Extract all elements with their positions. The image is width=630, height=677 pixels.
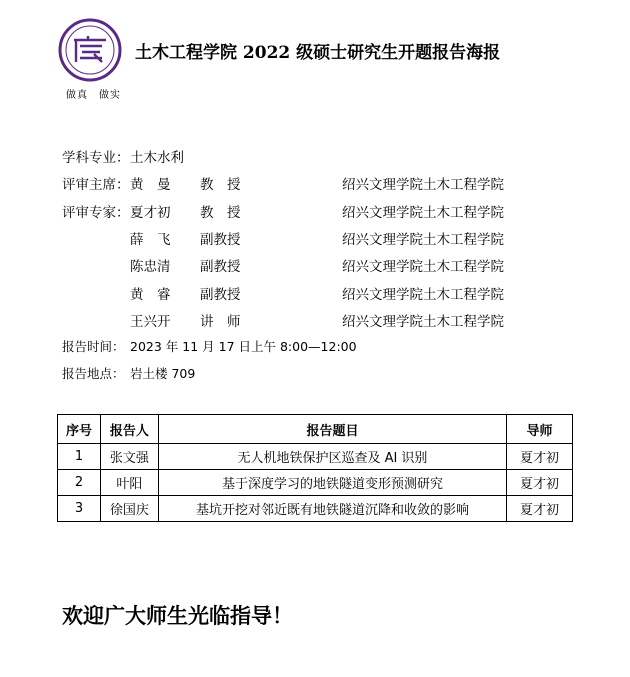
chair-name: 黄 曼 <box>130 177 171 193</box>
expert-rank: 讲 师 <box>200 314 241 330</box>
expert-org: 绍兴文理学院土木工程学院 <box>342 287 504 303</box>
cell-advisor: 夏才初 <box>507 496 573 522</box>
experts-label: 评审专家： <box>62 205 130 221</box>
chair-rank: 教 授 <box>200 177 241 193</box>
time-value: 2023 年 11 月 17 日上午 8:00—12:00 <box>130 339 357 354</box>
cell-topic: 无人机地铁保护区巡查及 AI 识别 <box>158 444 506 470</box>
header-cell: 报告人 <box>100 415 158 444</box>
place-label: 报告地点： <box>62 366 125 381</box>
header-cell: 报告题目 <box>158 415 506 444</box>
chair-label: 评审主席： <box>62 177 130 193</box>
table-header-row <box>58 415 573 444</box>
cell-topic: 基坑开挖对邻近既有地铁隧道沉降和收敛的影响 <box>158 496 506 522</box>
cell-advisor: 夏才初 <box>507 470 573 496</box>
expert-org: 绍兴文理学院土木工程学院 <box>342 232 504 248</box>
cell-presenter: 叶阳 <box>100 470 158 496</box>
expert-org: 绍兴文理学院土木工程学院 <box>342 205 504 221</box>
cell-presenter: 张文强 <box>100 444 158 470</box>
expert-name: 陈忠清 <box>130 259 171 275</box>
header-cell: 序号 <box>58 415 101 444</box>
expert-rank: 副教授 <box>200 287 241 303</box>
cell-index: 3 <box>58 496 101 522</box>
place-value: 岩土楼 709 <box>130 366 196 381</box>
time-label: 报告时间： <box>62 339 125 354</box>
cell-topic: 基于深度学习的地铁隧道变形预测研究 <box>158 470 506 496</box>
cell-advisor: 夏才初 <box>507 444 573 470</box>
expert-rank: 教 授 <box>200 205 241 221</box>
cell-index: 2 <box>58 470 101 496</box>
poster-title: 土木工程学院 2022 级硕士研究生开题报告海报 <box>135 43 501 63</box>
school-motto: 做真 做实 <box>66 90 121 101</box>
welcome-message: 欢迎广大师生光临指导！ <box>62 603 293 628</box>
header-cell: 导师 <box>507 415 573 444</box>
expert-name: 黄 睿 <box>130 287 171 303</box>
cell-presenter: 徐国庆 <box>100 496 158 522</box>
major-value: 土木水利 <box>130 150 184 166</box>
university-logo <box>58 18 122 82</box>
table-row <box>58 470 573 496</box>
major-label: 学科专业： <box>62 150 130 166</box>
report-table <box>57 414 573 522</box>
cell-index: 1 <box>58 444 101 470</box>
expert-org: 绍兴文理学院土木工程学院 <box>342 259 504 275</box>
expert-name: 夏才初 <box>130 205 171 221</box>
chair-org: 绍兴文理学院土木工程学院 <box>342 177 504 193</box>
expert-name: 薛 飞 <box>130 232 171 248</box>
expert-name: 王兴开 <box>130 314 171 330</box>
expert-rank: 副教授 <box>200 259 241 275</box>
expert-org: 绍兴文理学院土木工程学院 <box>342 314 504 330</box>
expert-rank: 副教授 <box>200 232 241 248</box>
table-row <box>58 444 573 470</box>
table-row <box>58 496 573 522</box>
